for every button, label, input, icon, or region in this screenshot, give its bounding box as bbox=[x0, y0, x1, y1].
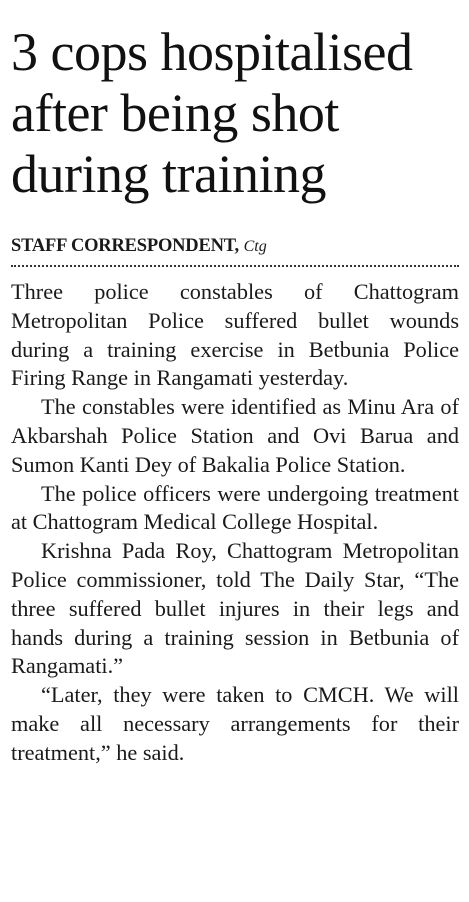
headline-line: 3 cops hospitalised bbox=[11, 22, 413, 82]
body-paragraph: The constables were identified as Minu Ara of Akbarshah Police Station and Ovi Barua and Sumon Kanti Dey of Bakalia Police Station. bbox=[11, 394, 459, 477]
headline-line: during training bbox=[11, 144, 326, 204]
body-paragraph: Three police constables of Chattogram Metropolitan Police suffered bullet wounds during a training exercise in Betbunia Police Firing Range in Rangamati yesterday. bbox=[11, 279, 459, 391]
byline bbox=[11, 235, 459, 258]
body-paragraph: Krishna Pada Roy, Chattogram Metropolitan Police commissioner, told The Daily Star, “The three suffered bullet injures in their legs and hands during a training session in Betbunia of Rangamati.” bbox=[11, 538, 459, 679]
body-paragraph: The police officers were undergoing treatment at Chattogram Medical College Hospital. bbox=[11, 480, 459, 535]
news-article bbox=[11, 0, 459, 768]
dotted-divider bbox=[11, 265, 459, 267]
headline bbox=[11, 0, 459, 205]
byline-reporter: STAFF CORRESPONDENT, bbox=[11, 236, 239, 256]
headline-line: after being shot bbox=[11, 83, 339, 143]
article-body bbox=[11, 278, 459, 768]
body-paragraph: “Later, they were taken to CMCH. We will make all necessary arrangements for their treatment,” he said. bbox=[11, 682, 459, 765]
byline-location: Ctg bbox=[243, 238, 267, 255]
